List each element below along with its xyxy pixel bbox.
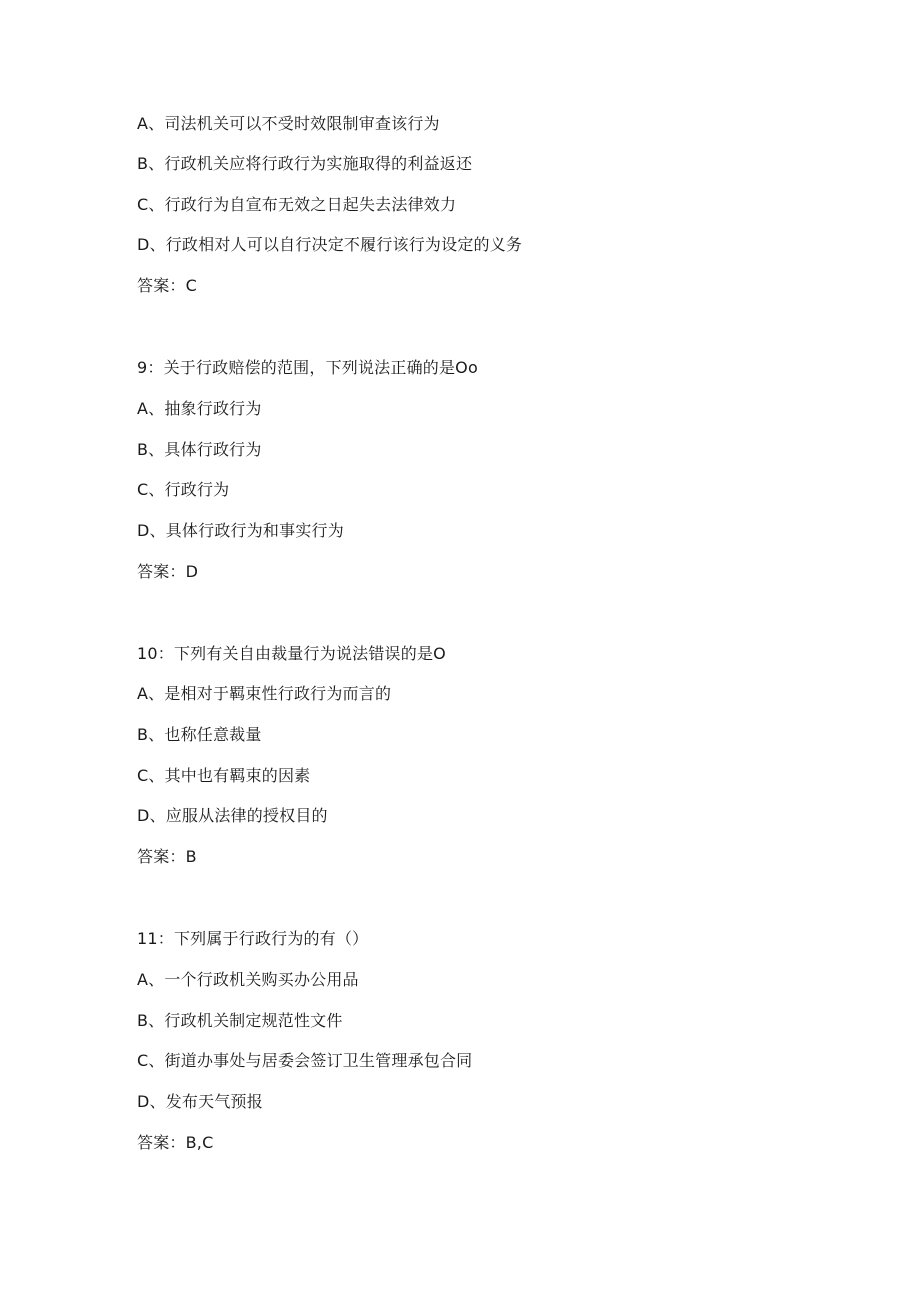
answer: 答案：D <box>137 562 199 581</box>
option-d: D、行政相对人可以自行决定不履行该行为设定的义务 <box>137 235 523 254</box>
option-a: A、抽象行政行为 <box>137 399 262 418</box>
option-c: C、街道办事处与居委会签订卫生管理承包合同 <box>137 1051 473 1070</box>
option-a: A、一个行政机关购买办公用品 <box>137 970 359 989</box>
option-d: D、具体行政行为和事实行为 <box>137 521 344 540</box>
option-b: B、也称任意裁量 <box>137 725 262 744</box>
question-11: 11：下列属于行政行为的有（） <box>137 929 369 948</box>
option-a: A、是相对于羁束性行政行为而言的 <box>137 684 392 703</box>
question-10: 10：下列有关自由裁量行为说法错误的是O <box>137 644 446 663</box>
option-b: B、行政机关制定规范性文件 <box>137 1011 343 1030</box>
option-d: D、应服从法律的授权目的 <box>137 806 328 825</box>
option-a: A、司法机关可以不受时效限制审查该行为 <box>137 114 440 133</box>
answer: 答案：B,C <box>137 1133 214 1152</box>
option-c: C、其中也有羁束的因素 <box>137 766 311 785</box>
answer: 答案：C <box>137 276 197 295</box>
option-b: B、行政机关应将行政行为实施取得的利益返还 <box>137 154 473 173</box>
option-c: C、行政行为 <box>137 480 230 499</box>
option-d: D、发布天气预报 <box>137 1092 263 1111</box>
question-9: 9：关于行政赔偿的范围，下列说法正确的是Oo <box>137 358 478 377</box>
option-b: B、具体行政行为 <box>137 440 262 459</box>
option-c: C、行政行为自宣布无效之日起失去法律效力 <box>137 195 457 214</box>
answer: 答案：B <box>137 847 197 866</box>
